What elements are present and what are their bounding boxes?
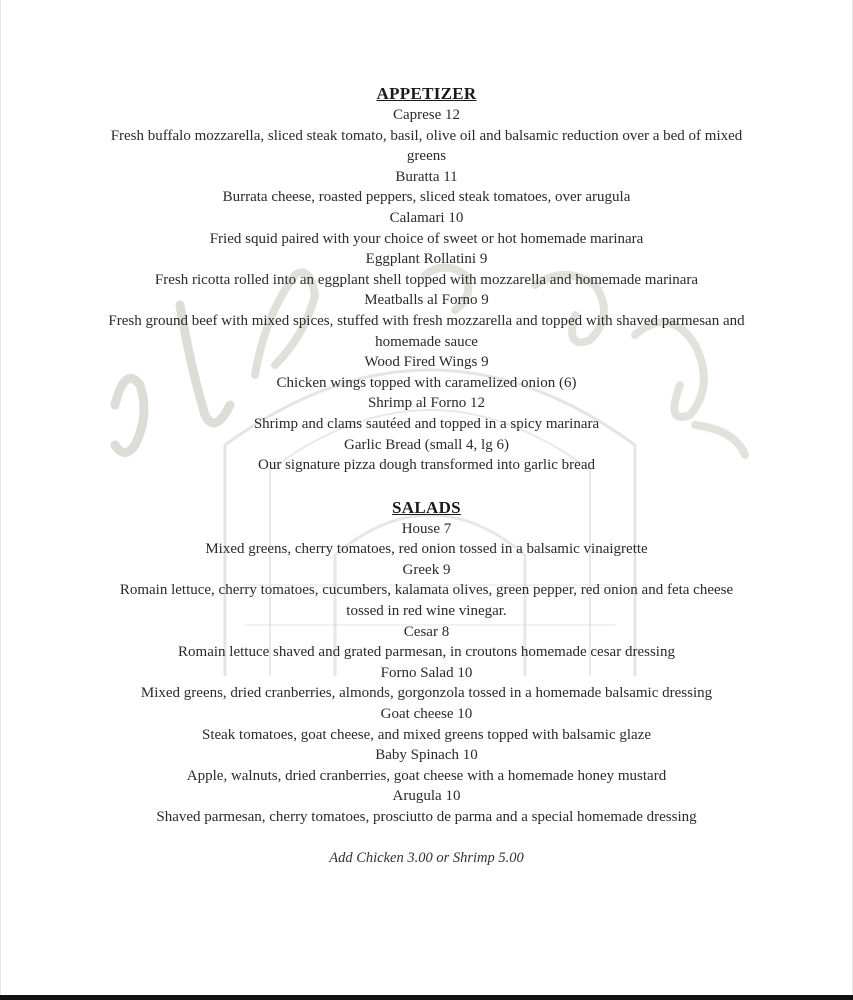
menu-item-name: Garlic Bread (small 4, lg 6): [344, 436, 509, 453]
menu-item-name: House 7: [401, 520, 452, 537]
menu-item-name: Greek 9: [402, 561, 451, 578]
menu-item-description: Shrimp and clams sautéed and topped in a spicy marinara: [253, 415, 600, 432]
menu-item-name: Wood Fired Wings 9: [364, 354, 489, 371]
menu-item-name: Goat cheese 10: [380, 706, 473, 723]
menu-item-name: Arugula 10: [392, 788, 461, 805]
menu-item-name: Calamari 10: [389, 209, 464, 226]
menu-item-description: Fried squid paired with your choice of sweet or hot homemade marinara: [209, 230, 644, 247]
salad-addon-note: Add Chicken 3.00 or Shrimp 5.00: [329, 849, 524, 866]
menu-item-description: Mixed greens, cherry tomatoes, red onion tossed in a balsamic vinaigrette: [205, 541, 648, 558]
menu-item-description: Mixed greens, dried cranberries, almonds, gorgonzola tossed in a homemade balsamic dressing: [140, 685, 713, 702]
salads-heading: SALADS: [392, 497, 461, 517]
menu-item-description: Romain lettuce shaved and grated parmesan, in croutons homemade cesar dressing: [178, 644, 675, 661]
menu-item-description: Chicken wings topped with caramelized onion (6): [276, 374, 577, 391]
menu-item-name: Baby Spinach 10: [375, 747, 478, 764]
menu-item-description: Romain lettuce, cherry tomatoes, cucumbers, kalamata olives, green pepper, red onion and feta cheese tossed in red wine vinegar.: [119, 582, 734, 620]
menu-item-description: Shaved parmesan, cherry tomatoes, prosciutto de parma and a special homemade dressing: [156, 809, 697, 825]
menu-item-name: Meatballs al Forno 9: [364, 292, 489, 309]
menu-item-description: Fresh ground beef with mixed spices, stuffed with fresh mozzarella and topped with shaved parmesan and homemade sauce: [108, 312, 745, 350]
menu-item-name: Caprese 12: [392, 107, 461, 123]
menu-item-description: Steak tomatoes, goat cheese, and mixed greens topped with balsamic glaze: [201, 726, 652, 743]
menu-item-description: Fresh ricotta rolled into an eggplant shell topped with mozzarella and homemade marinara: [154, 271, 699, 288]
menu-item-description: Burrata cheese, roasted peppers, sliced steak tomatoes, over arugula: [222, 189, 631, 206]
section-spacer: [0, 476, 853, 497]
menu-item-description: Our signature pizza dough transformed into garlic bread: [258, 457, 595, 474]
menu-item-name: Eggplant Rollatini 9: [365, 251, 488, 268]
menu-item-description: Apple, walnuts, dried cranberries, goat cheese with a homemade honey mustard: [186, 767, 667, 784]
menu-item-name: Buratta 11: [395, 168, 458, 185]
appetizer-heading: APPETIZER: [376, 84, 477, 103]
menu-item-description: Fresh buffalo mozzarella, sliced steak tomato, basil, olive oil and balsamic reduction over a bed of mixed greens: [110, 127, 743, 165]
menu-item-name: Cesar 8: [403, 623, 450, 640]
menu-content: [0, 83, 853, 868]
bottom-edge-bar: [0, 995, 853, 1000]
menu-item-name: Shrimp al Forno 12: [367, 395, 486, 412]
menu-item-name: Forno Salad 10: [380, 664, 473, 681]
